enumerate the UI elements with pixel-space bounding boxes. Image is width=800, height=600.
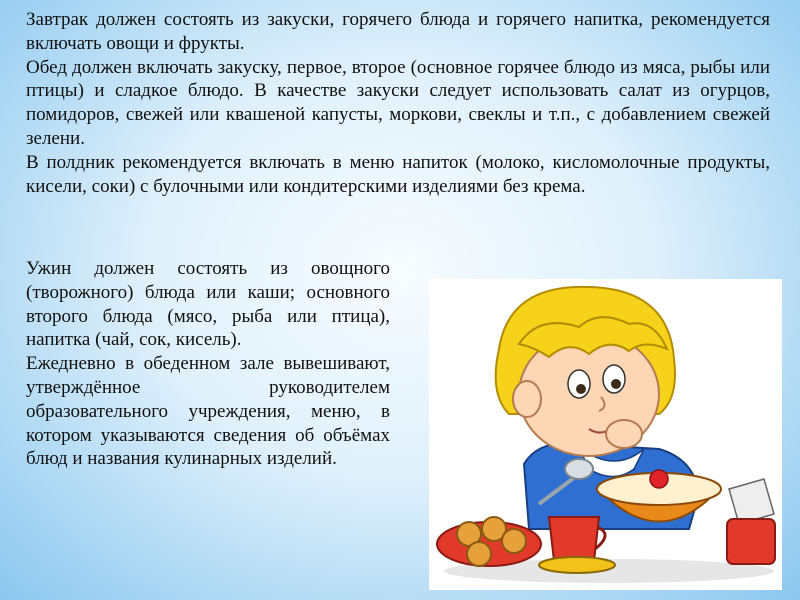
napkin (729, 479, 774, 524)
lunch-paragraph: Обед должен включать закуску, первое, второе (основное горячее блюдо из мяса, рыбы или птицы) и сладкое блюдо. В качестве закуски следует использовать салат из огурцов, помидоров, свежей или квашеной капусты, моркови, свеклы и т.п., с добавлением свежей зелени. (26, 56, 770, 149)
child-eye-right (603, 365, 625, 393)
child-eye-left (568, 370, 590, 398)
strawberry (650, 470, 668, 488)
menu-posting-paragraph: Ежедневно в обеденном зале вывешивают, утверждённое руководителем образовательного учреждения, меню, в котором указываются сведения об объёмах блюд и названия кулинарных изделий. (26, 353, 390, 470)
tea-cup (549, 517, 599, 561)
dinner-and-menu-text (26, 257, 390, 471)
breakfast-paragraph: Завтрак должен состоять из закуски, горячего блюда и горячего напитка, рекомендуется включать овощи и фрукты. (26, 9, 770, 54)
child-eating-breakfast-illustration (429, 279, 782, 590)
napkin-holder (727, 519, 775, 564)
child-pupil-right (611, 379, 621, 389)
saucer (539, 557, 615, 573)
child-pupil-left (576, 384, 586, 394)
meal-recommendations-text (26, 8, 770, 198)
child-hand (606, 420, 642, 448)
spoon-bowl (565, 459, 593, 479)
bagel-4 (467, 542, 491, 566)
child-ear (513, 381, 541, 417)
dinner-paragraph: Ужин должен состоять из овощного (творожного) блюда или каши; основного второго блюда (мясо, рыба или птица), напитка (чай, сок, кисель). (26, 258, 390, 351)
bagel-3 (502, 529, 526, 553)
afternoon-snack-paragraph: В полдник рекомендуется включать в меню напиток (молоко, кисломолочные продукты, кисели, соки) с булочными или кондитерскими изделиями без крема. (26, 151, 770, 197)
